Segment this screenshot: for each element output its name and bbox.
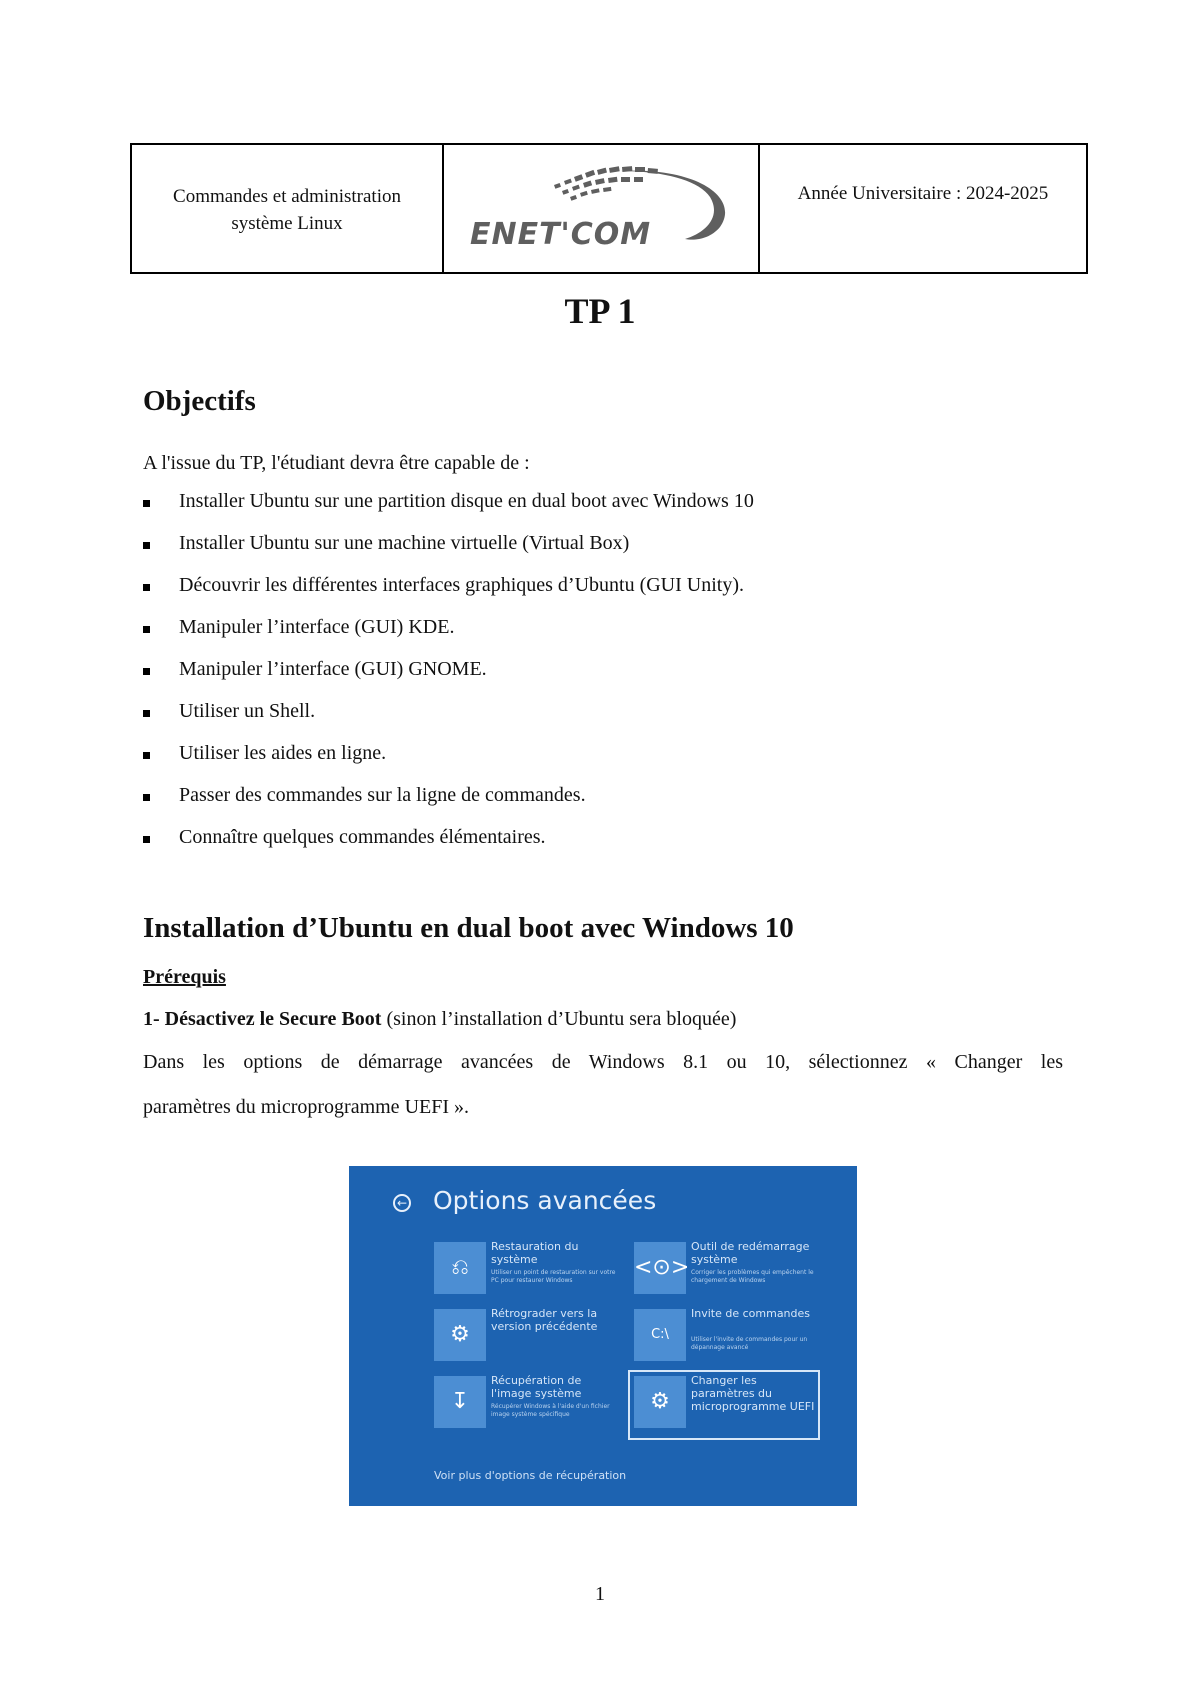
list-item: Installer Ubuntu sur une machine virtuelle (Virtual Box)	[143, 532, 754, 574]
tile-system-image	[434, 1376, 614, 1434]
header-table	[130, 143, 1088, 274]
header-year-cell	[760, 145, 1086, 272]
tile-startup-repair	[634, 1242, 814, 1300]
restore-icon: ⎌	[434, 1242, 486, 1294]
prereq-heading: Prérequis	[143, 966, 226, 988]
header-logo-cell	[444, 145, 760, 272]
list-item: Manipuler l’interface (GUI) GNOME.	[143, 658, 754, 700]
tile-uefi-settings	[634, 1376, 814, 1434]
enetcom-logo	[470, 159, 740, 259]
more-recovery-options: Voir plus d'options de récupération	[434, 1469, 627, 1482]
tile-title: Outil de redémarrage système	[691, 1240, 810, 1266]
list-item: Installer Ubuntu sur une partition disque en dual boot avec Windows 10	[143, 490, 754, 532]
course-title-line2: système Linux	[231, 213, 343, 234]
list-item: Utiliser un Shell.	[143, 700, 754, 742]
tile-title: Restauration du système	[491, 1240, 579, 1266]
tile-title: Rétrograder vers la version précédente	[491, 1307, 598, 1333]
list-item: Passer des commandes sur la ligne de commandes.	[143, 784, 754, 826]
tile-desc: Utiliser l'invite de commandes pour un dépannage avancé	[691, 1336, 808, 1351]
terminal-icon: C:\	[634, 1309, 686, 1361]
objectifs-heading: Objectifs	[143, 385, 256, 417]
tile-desc: Utiliser un point de restauration sur votre PC pour restaurer Windows	[491, 1269, 616, 1284]
back-arrow-icon: ←	[393, 1194, 411, 1212]
academic-year: Année Universitaire : 2024-2025	[797, 183, 1049, 204]
objectifs-list	[143, 490, 754, 868]
image-recovery-icon: ↧	[434, 1376, 486, 1428]
tile-go-back	[434, 1309, 614, 1367]
step-1-paragraph-line1: Dans les options de démarrage avancées de Windows 8.1 ou 10, sélectionnez « Changer les	[143, 1051, 1063, 1073]
gear-icon: ⚙	[434, 1309, 486, 1361]
header-course-cell	[132, 145, 444, 272]
firmware-settings-icon: ⚙	[634, 1376, 686, 1428]
code-icon: <⊙>	[634, 1242, 686, 1294]
logo-text: ENET'COM	[470, 217, 652, 252]
list-item: Manipuler l’interface (GUI) KDE.	[143, 616, 754, 658]
page-title: TP 1	[564, 291, 636, 331]
screenshot-title: Options avancées	[433, 1186, 657, 1215]
step-1-rest: (sinon l’installation d’Ubuntu sera bloquée)	[381, 1008, 737, 1030]
tile-title: Invite de commandes	[691, 1307, 811, 1320]
step-1	[143, 1008, 736, 1031]
step-1-paragraph-line2: paramètres du microprogramme UEFI ».	[143, 1096, 470, 1118]
list-item: Découvrir les différentes interfaces graphiques d’Ubuntu (GUI Unity).	[143, 574, 754, 616]
list-item: Utiliser les aides en ligne.	[143, 742, 754, 784]
objectifs-intro: A l'issue du TP, l'étudiant devra être capable de :	[143, 452, 530, 474]
installation-heading: Installation d’Ubuntu en dual boot avec Windows 10	[143, 912, 794, 944]
tile-desc: Récupérer Windows à l'aide d'un fichier image système spécifique	[491, 1403, 610, 1418]
tile-desc: Corriger les problèmes qui empêchent le chargement de Windows	[691, 1269, 814, 1284]
course-title-line1: Commandes et administration	[173, 186, 401, 207]
advanced-options-screenshot	[349, 1166, 857, 1506]
tile-title: Changer les paramètres du microprogramme UEFI	[691, 1374, 815, 1413]
page-number: 1	[595, 1583, 605, 1605]
tile-command-prompt	[634, 1309, 814, 1367]
tile-title: Récupération de l'image système	[491, 1374, 582, 1400]
list-item: Connaître quelques commandes élémentaires.	[143, 826, 754, 868]
step-1-bold: 1- Désactivez le Secure Boot	[143, 1008, 382, 1030]
tile-system-restore	[434, 1242, 614, 1300]
